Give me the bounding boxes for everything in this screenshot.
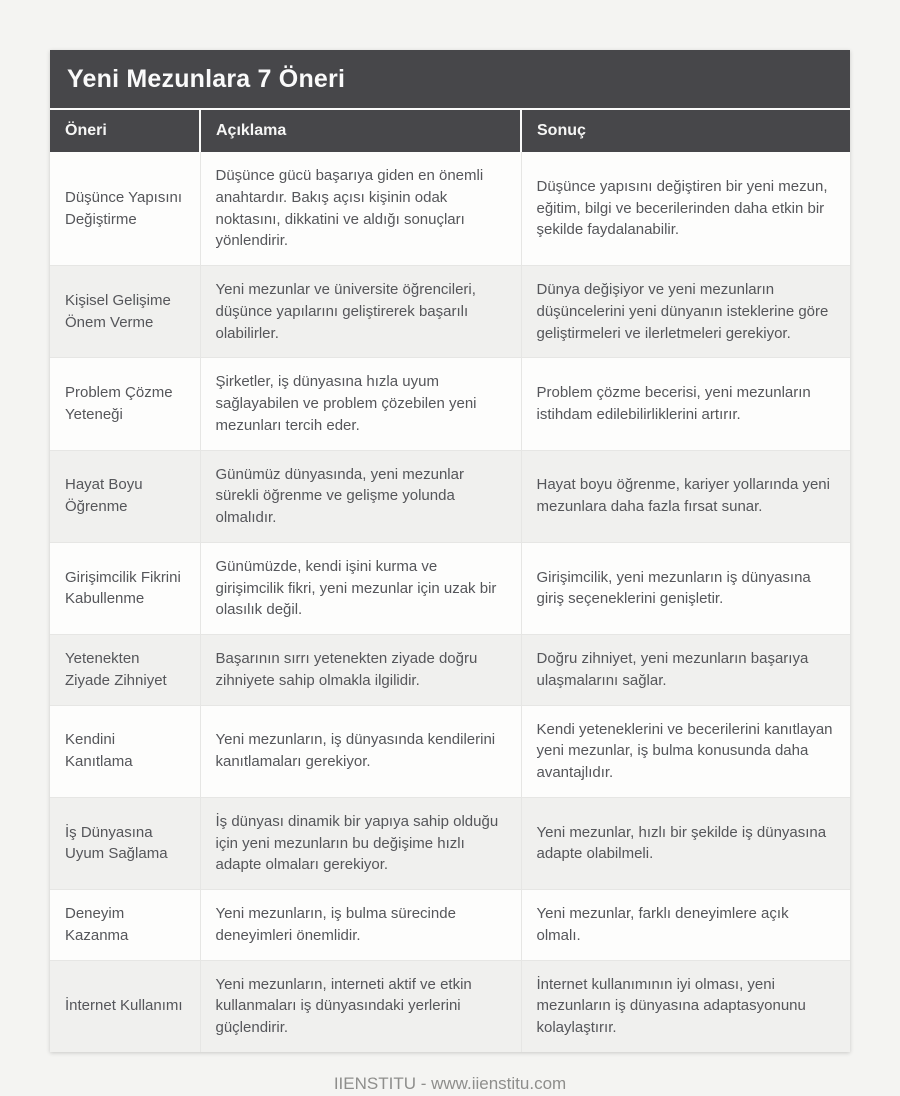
table-row xyxy=(50,358,850,450)
cell-aciklama: İş dünyası dinamik bir yapıya sahip olduğu için yeni mezunların bu değişime hızlı adapte olmaları gerekiyor. xyxy=(200,797,521,889)
cell-sonuc: Kendi yeteneklerini ve becerilerini kanıtlayan yeni mezunlar, iş bulma konusunda daha avantajlıdır. xyxy=(521,705,850,797)
suggestions-table xyxy=(50,108,850,1052)
cell-oneri: Girişimcilik Fikrini Kabullenme xyxy=(50,542,200,634)
table-body xyxy=(50,152,850,1052)
table-row xyxy=(50,152,850,266)
column-header-aciklama: Açıklama xyxy=(200,109,521,152)
cell-sonuc: Düşünce yapısını değiştiren bir yeni mezun, eğitim, bilgi ve becerilerinden daha etkin bir şekilde faydalanabilir. xyxy=(521,152,850,266)
cell-sonuc: Girişimcilik, yeni mezunların iş dünyasına giriş seçeneklerini genişletir. xyxy=(521,542,850,634)
cell-oneri: Yetenekten Ziyade Zihniyet xyxy=(50,635,200,706)
table-row xyxy=(50,797,850,889)
cell-aciklama: Günümüzde, kendi işini kurma ve girişimcilik fikri, yeni mezunlar için uzak bir olasılık değil. xyxy=(200,542,521,634)
footer-credit: IIENSTITU - www.iienstitu.com xyxy=(333,1073,567,1093)
cell-oneri: İş Dünyasına Uyum Sağlama xyxy=(50,797,200,889)
cell-sonuc: Hayat boyu öğrenme, kariyer yollarında yeni mezunlara daha fazla fırsat sunar. xyxy=(521,450,850,542)
cell-aciklama: Yeni mezunların, iş dünyasında kendilerini kanıtlamaları gerekiyor. xyxy=(200,705,521,797)
column-header-sonuc: Sonuç xyxy=(521,109,850,152)
cell-oneri: Kendini Kanıtlama xyxy=(50,705,200,797)
suggestions-table-card xyxy=(50,50,850,1052)
cell-oneri: Problem Çözme Yeteneği xyxy=(50,358,200,450)
cell-oneri: İnternet Kullanımı xyxy=(50,960,200,1052)
table-row xyxy=(50,705,850,797)
table-row xyxy=(50,450,850,542)
table-header xyxy=(50,109,850,152)
cell-sonuc: Doğru zihniyet, yeni mezunların başarıya ulaşmalarını sağlar. xyxy=(521,635,850,706)
column-header-oneri: Öneri xyxy=(50,109,200,152)
cell-oneri: Hayat Boyu Öğrenme xyxy=(50,450,200,542)
table-row xyxy=(50,890,850,961)
cell-sonuc: Yeni mezunlar, farklı deneyimlere açık olmalı. xyxy=(521,890,850,961)
page-title: Yeni Mezunlara 7 Öneri xyxy=(50,50,850,108)
cell-sonuc: Dünya değişiyor ve yeni mezunların düşüncelerini yeni dünyanın isteklerine göre geliştirmeleri ve ilerletmeleri gerekiyor. xyxy=(521,266,850,358)
cell-aciklama: Başarının sırrı yetenekten ziyade doğru zihniyete sahip olmakla ilgilidir. xyxy=(200,635,521,706)
header-row xyxy=(50,109,850,152)
cell-aciklama: Günümüz dünyasında, yeni mezunlar sürekli öğrenme ve gelişme yolunda olmalıdır. xyxy=(200,450,521,542)
cell-oneri: Düşünce Yapısını Değiştirme xyxy=(50,152,200,266)
table-row xyxy=(50,266,850,358)
cell-sonuc: İnternet kullanımının iyi olması, yeni mezunların iş dünyasına adaptasyonunu kolaylaştırır. xyxy=(521,960,850,1052)
table-row xyxy=(50,542,850,634)
table-row xyxy=(50,960,850,1052)
cell-oneri: Kişisel Gelişime Önem Verme xyxy=(50,266,200,358)
cell-aciklama: Şirketler, iş dünyasına hızla uyum sağlayabilen ve problem çözebilen yeni mezunları tercih eder. xyxy=(200,358,521,450)
cell-aciklama: Yeni mezunların, interneti aktif ve etkin kullanmaları iş dünyasındaki yerlerini güçlendirir. xyxy=(200,960,521,1052)
cell-sonuc: Problem çözme becerisi, yeni mezunların istihdam edilebilirliklerini artırır. xyxy=(521,358,850,450)
cell-sonuc: Yeni mezunlar, hızlı bir şekilde iş dünyasına adapte olabilmeli. xyxy=(521,797,850,889)
cell-aciklama: Yeni mezunlar ve üniversite öğrencileri, düşünce yapılarını geliştirerek başarılı olabilirler. xyxy=(200,266,521,358)
cell-aciklama: Düşünce gücü başarıya giden en önemli anahtardır. Bakış açısı kişinin odak noktasını, dikkatini ve aldığı sonuçları yönlendirir. xyxy=(200,152,521,266)
cell-oneri: Deneyim Kazanma xyxy=(50,890,200,961)
table-row xyxy=(50,635,850,706)
cell-aciklama: Yeni mezunların, iş bulma sürecinde deneyimleri önemlidir. xyxy=(200,890,521,961)
